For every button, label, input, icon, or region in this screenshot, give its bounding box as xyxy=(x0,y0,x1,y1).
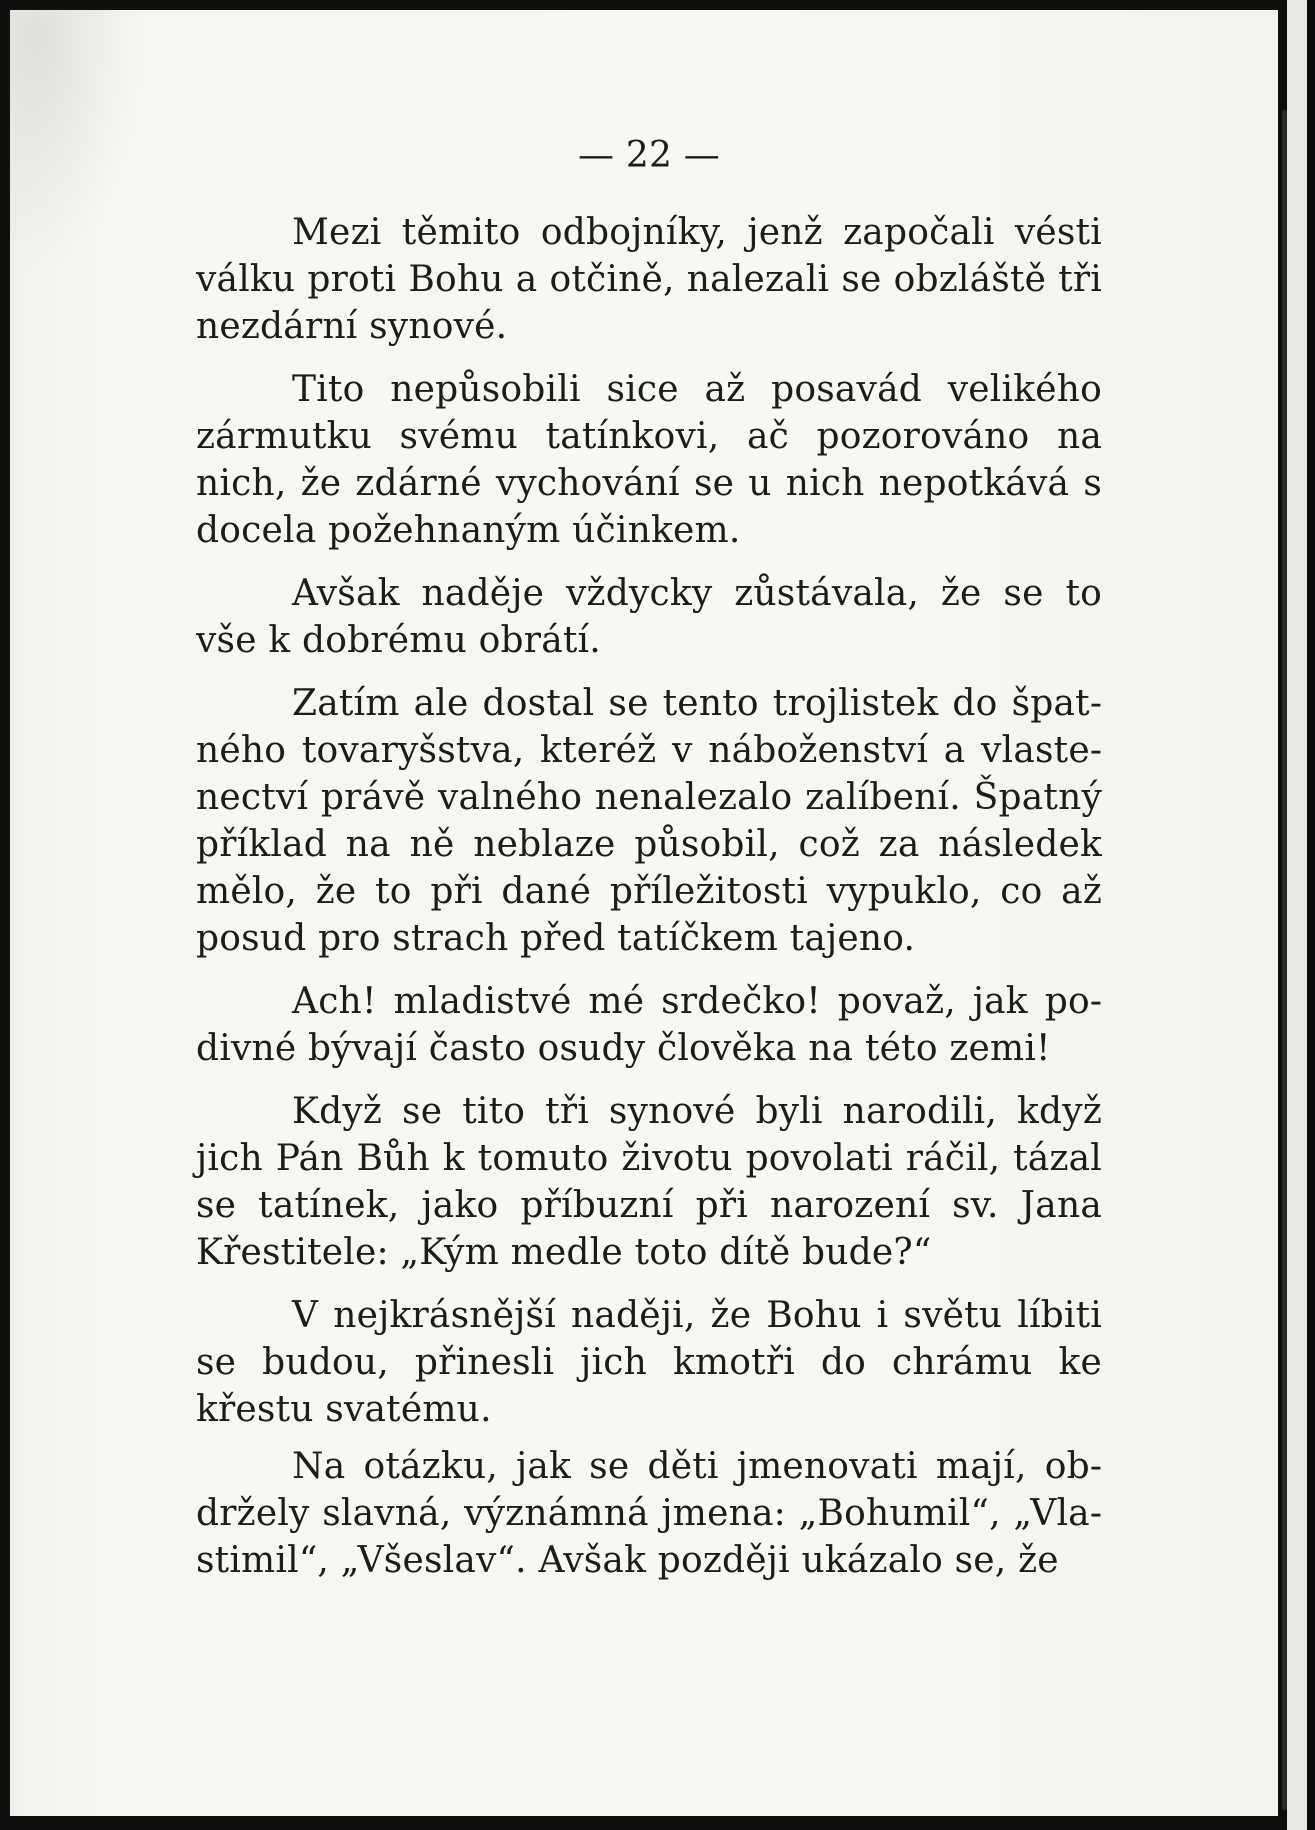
paragraph-7: V nejkrásnější naději, že Bohu i světu líbiti se budou, přinesli jich kmotři do chrámu ke křestu svatému. xyxy=(196,1295,1102,1430)
paragraph-1: Mezi těmito odbojníky, jenž započali vésti válku proti Bohu a otčině, nalezali se obzláště tři nezdární synové. xyxy=(196,212,1102,347)
paragraph-8: Na otázku, jak se děti jmenovati mají, obdržely slavná, význámná jmena: „Bohumil“, „Vlastimil“, „Všeslav“. Avšak později ukázalo se, že xyxy=(196,1446,1102,1581)
next-page-strip xyxy=(1287,0,1307,1830)
page-number: — 22 — xyxy=(578,135,720,176)
paragraph-2: Tito nepůsobili sice až posavád velikého zármutku svému tatínkovi, ač pozorováno na nich, že zdárné vychování se u nich nepotkává s docela požehnaným účinkem. xyxy=(196,369,1102,551)
paragraph-3: Avšak naděje vždycky zůstávala, že se to vše k dobrému obrátí. xyxy=(196,573,1102,661)
paragraph-4: Zatím ale dostal se tento trojlistek do špatného tovaryšstva, kteréž v náboženství a vlastenectví právě valného nenalezalo zalíbení. Špatný příklad na ně neblaze působil, což za následek mělo, že to při dané příležitosti vypuklo, co až posud pro strach před tatíčkem tajeno. xyxy=(196,683,1102,959)
page-text xyxy=(196,132,1102,1594)
binding-edge xyxy=(1280,0,1315,1830)
paragraph-5: Ach! mladistvé mé srdečko! považ, jak podivné bývají často osudy člověka na této zemi! xyxy=(196,981,1102,1069)
paragraph-6: Když se tito tři synové byli narodili, když jich Pán Bůh k tomuto životu povolati ráčil, tázal se tatínek, jako příbuzní při narození sv. Jana Křestitele: „Kým medle toto dítě bude?“ xyxy=(196,1091,1102,1273)
book-page xyxy=(10,10,1278,1816)
